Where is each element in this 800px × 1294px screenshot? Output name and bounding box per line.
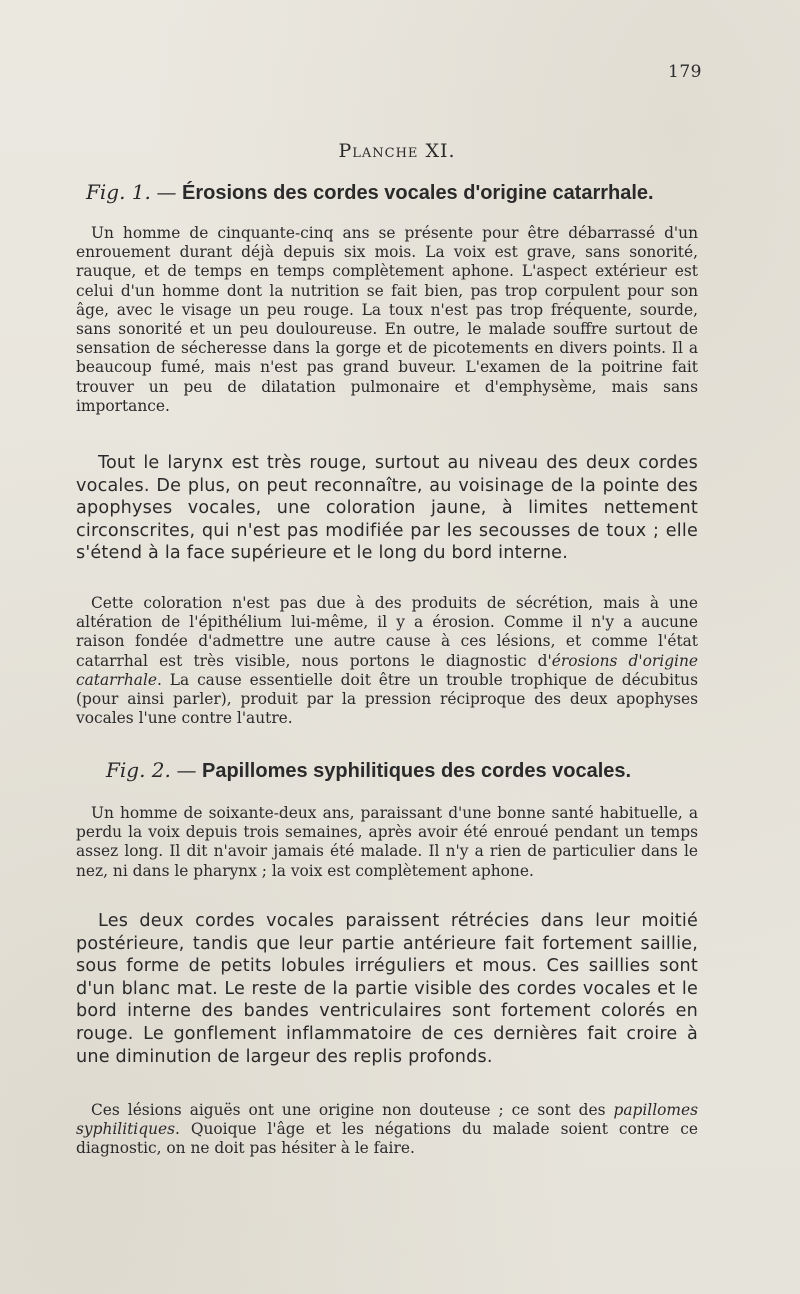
paragraph-5: Les deux cordes vocales paraissent rétrécies dans leur moitié postérieure, tandis que leur partie antérieure fait fortement saillie, sous forme de petits lobules irréguliers et mous. Ces saillies sont d'un blanc mat. Le reste de la partie visible des cordes vocales et le bord interne des bandes ventriculaires sont fortement colorés en rouge. Le gonflement inflammatoire de ces dernières fait croire à une diminution de largeur des replis profonds. — [76, 911, 698, 1067]
figure-1-dash: — — [156, 180, 177, 204]
page-number: 179 — [668, 62, 702, 82]
figure-1-title: Érosions des cordes vocales d'origine catarrhale. — [182, 182, 654, 204]
paragraph-2: Tout le larynx est très rouge, surtout au niveau des deux cordes vocales. De plus, on peut reconnaître, au voisinage de la pointe des apophyses vocales, une coloration jaune, à limites nettement circonscrites, qui n'est pas modifiée par les secousses de toux ; elle s'étend à la face supérieure et le long du bord interne. — [76, 453, 698, 564]
paragraph-1: Un homme de cinquante-cinq ans se présente pour être débarrassé d'un enrouement durant déjà depuis six mois. La voix est grave, sans sonorité, rauque, et de temps en temps complètement aphone. L'aspect extérieur est celui d'un homme dont la nutrition se fait bien, pas trop corpulent pour son âge, avec le visage un peu rouge. La toux n'est pas trop fréquente, sourde, sans sonorité et un peu douloureuse. En outre, le malade souffre surtout de sensation de sécheresse dans la gorge et de picotements en divers points. Il a beaucoup fumé, mais n'est pas grand buveur. L'examen de la poitrine fait trouver un peu de dilatation pulmonaire et d'emphysème, mais sans importance. — [76, 224, 698, 415]
book-page — [76, 0, 702, 1294]
paragraph-3-emphasis: érosions d'origine catarrhale — [76, 651, 698, 689]
paragraph-4: Un homme de soixante-deux ans, paraissant d'une bonne santé habituelle, a perdu la voix depuis trois semaines, après avoir été enroué pendant un temps assez long. Il dit n'avoir jamais été malade. Il n'y a rien de particulier dans le nez, ni dans le pharynx ; la voix est complètement aphone. — [76, 804, 698, 880]
paragraph-6-text-after: . Quoique l'âge et les négations du malade soient contre ce diagnostic, on ne doit pas hésiter à le faire. — [76, 1120, 698, 1158]
figure-2-heading — [106, 758, 728, 783]
paragraph-3-text-after: . La cause essentielle doit être un trouble trophique de décubitus (pour ainsi parler), produit par la pression réciproque des deux apophyses vocales l'une contre l'autre. — [76, 670, 698, 728]
paragraph-6 — [76, 1101, 698, 1159]
figure-2-label: Fig. 2. — [106, 758, 171, 782]
paragraph-6-emphasis: papillomes syphilitiques — [76, 1101, 698, 1139]
figure-2-title: Papillomes syphilitiques des cordes vocales. — [202, 760, 632, 782]
paragraph-3 — [76, 594, 698, 728]
paragraph-6-text-before: Ces lésions aiguës ont une origine non douteuse ; ce sont des — [91, 1101, 614, 1119]
figure-2-dash: — — [176, 758, 197, 782]
paragraph-3-text-before: Cette coloration n'est pas due à des produits de sécrétion, mais à une altération de l'épithélium lui-même, il y a érosion. Comme il n'y a aucune raison fondée d'admettre une autre cause à ces lésions, et comme l'état catarrhal est très visible, nous portons le diagnostic d' — [76, 594, 698, 670]
figure-1-heading — [86, 180, 708, 205]
plate-title: Planche XI. — [338, 140, 456, 162]
figure-1-label: Fig. 1. — [86, 180, 151, 204]
